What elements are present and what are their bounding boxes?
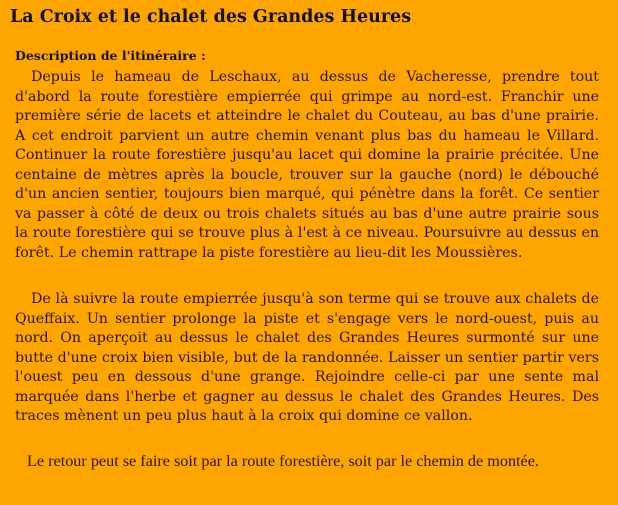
description-paragraph: Depuis le hameau de Leschaux, au dessus de Vacheresse, prendre tout d'abord la route forestière empierrée qui grimpe au nord-est. Franchir une première série de lacets et atteindre le chalet du Couteau, au bas d'une prairie. A cet endroit parvient un autre chemin venant plus bas du hameau le Villard. Continuer la route forestière jusqu'au lacet qui domine la prairie précitée. Une centaine de mètres après la boucle, trouver sur la gauche (nord) le débouché d'un ancien sentier, toujours bien marqué, qui pénètre dans la forêt. Ce sentier va passer à côté de deux ou trois chalets situés au bas d'une autre prairie sous la route forestière qui se trouve plus à l'est à ce niveau. Poursuivre au dessus en forêt. Le chemin rattrape la piste forestière au lieu-dit les Moussières. xyxy=(15,69,599,261)
section-heading: Description de l'itinéraire : xyxy=(15,48,206,63)
return-paragraph: Le retour peut se faire soit par la route forestière, soit par le chemin de montée. xyxy=(27,452,539,470)
page-title: La Croix et le chalet des Grandes Heures xyxy=(10,7,412,27)
description-paragraph: De là suivre la route empierrée jusqu'à son terme qui se trouve aux chalets de Queffaix. Un sentier prolonge la piste et s'engage vers le nord-ouest, puis au nord. On aperçoit au dessus le chalet des Grandes Heures surmonté sur une butte d'une croix bien visible, but de la randonnée. Laisser un sentier partir vers l'ouest peu en dessous d'une grange. Rejoindre celle-ci par une sente mal marquée dans l'herbe et gagner au dessus le chalet des Grandes Heures. Des traces mènent un peu plus haut à la croix qui domine ce vallon. xyxy=(15,291,599,424)
